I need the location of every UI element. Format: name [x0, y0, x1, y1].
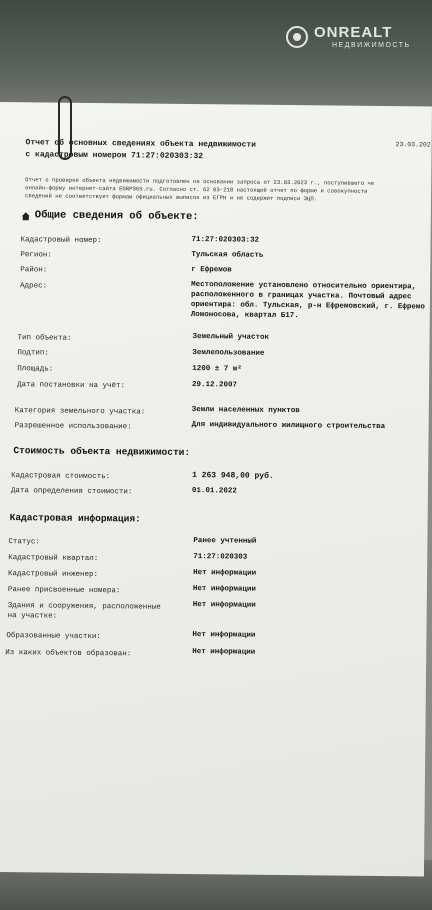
value-formed-from: Нет информации	[192, 648, 256, 657]
label-address: Адрес:	[20, 282, 48, 291]
value-area: 1200 ± 7 м²	[192, 365, 242, 374]
label-previous-numbers: Ранее присвоенные номера:	[7, 586, 121, 596]
label-land-category: Категория земельного участка:	[14, 407, 146, 417]
label-permitted-use: Разрешенное использование:	[14, 422, 132, 432]
label-subtype: Подтип:	[17, 349, 49, 358]
value-object-type: Земельный участок	[192, 333, 270, 342]
label-area: Площадь:	[17, 365, 54, 374]
value-cadastral-number: 71:27:020303:32	[191, 236, 260, 245]
value-registration-date: 29.12.2007	[192, 381, 238, 390]
document-page	[0, 102, 432, 876]
cadastral-heading: Кадастровая информация:	[9, 512, 141, 525]
value-status: Ранее учтенный	[193, 537, 257, 546]
label-region: Регион:	[20, 251, 52, 260]
label-cadastral-number: Кадастровый номер:	[20, 236, 102, 246]
report-date: 23.03.202	[395, 141, 431, 149]
paper-clip-icon	[58, 96, 72, 160]
watermark-subtitle: НЕДВИЖИМОСТЬ	[332, 42, 411, 49]
label-district: Район:	[20, 266, 48, 275]
label-formed-from: Из каких объектов образован:	[5, 649, 132, 659]
intro-line2: онлайн-форму интернет-сайта EGRP365.ru. Согласно ст. 62 03-218 настоящий отчет по форме и совокупности	[25, 184, 368, 195]
house-icon	[21, 211, 31, 221]
value-buildings: Нет информации	[192, 601, 256, 610]
value-address-line1: Местоположение установлено относительно ориентира,	[191, 281, 417, 292]
label-buildings-line1: Здания и сооружения, расположенные	[7, 602, 161, 612]
report-title-line2: с кадастровым номером 71:27:020303:32	[25, 150, 204, 162]
watermark-logo-icon	[286, 26, 308, 48]
label-cadastral-engineer: Кадастровый инженер:	[8, 570, 99, 580]
label-cadastral-quarter: Кадастровый квартал:	[8, 554, 99, 564]
label-formed-plots: Образованные участки:	[6, 632, 101, 642]
cost-heading: Стоимость объекта недвижимости:	[13, 445, 191, 459]
intro-line1: Отчет о проверке объекта недвижимости подготовлен на основании запроса от 23.03.2023 г., поступившего че	[25, 176, 375, 187]
value-address-line4: Ломоносова, квартал Б17.	[190, 311, 299, 321]
value-address-line3: ориентира: обл. Тульская, р-н Ефремовский, г. Ефремо	[190, 301, 425, 312]
report-title-line1: Отчет об основных сведениях объекта недвижимости	[25, 138, 257, 150]
general-heading: Общие сведения об объекте:	[34, 209, 199, 224]
value-cadastral-engineer: Нет информации	[193, 569, 257, 578]
value-land-category: Земли населенных пунктов	[191, 406, 300, 416]
value-formed-plots: Нет информации	[192, 631, 256, 640]
value-district: г Ефремов	[191, 266, 232, 275]
value-region: Тульская область	[191, 251, 264, 260]
value-permitted-use: Для индивидуального жилищного строительства	[191, 421, 386, 432]
value-valuation-date: 01.01.2022	[191, 487, 237, 496]
value-address-line2: расположенного в границах участка. Почтовый адрес	[190, 291, 412, 302]
intro-line3: сведений не соответствует формам официальных выписок из ЕГРН и не содержит подписи ЭЦП.	[24, 192, 318, 203]
value-previous-numbers: Нет информации	[192, 585, 256, 594]
label-object-type: Тип объекта:	[17, 334, 72, 343]
label-registration-date: Дата постановки на учёт:	[16, 381, 126, 391]
value-subtype: Землепользование	[192, 349, 265, 358]
label-buildings-line2: на участке:	[7, 612, 58, 621]
watermark-name: ONREALT	[314, 24, 393, 41]
watermark	[286, 24, 426, 54]
label-status: Статус:	[8, 538, 40, 547]
value-cadastral-cost: 1 263 948,00 руб.	[192, 471, 274, 481]
label-valuation-date: Дата определения стоимости:	[10, 487, 133, 497]
label-cadastral-cost: Кадастровая стоимость:	[11, 472, 111, 482]
value-cadastral-quarter: 71:27:020303	[193, 553, 248, 562]
